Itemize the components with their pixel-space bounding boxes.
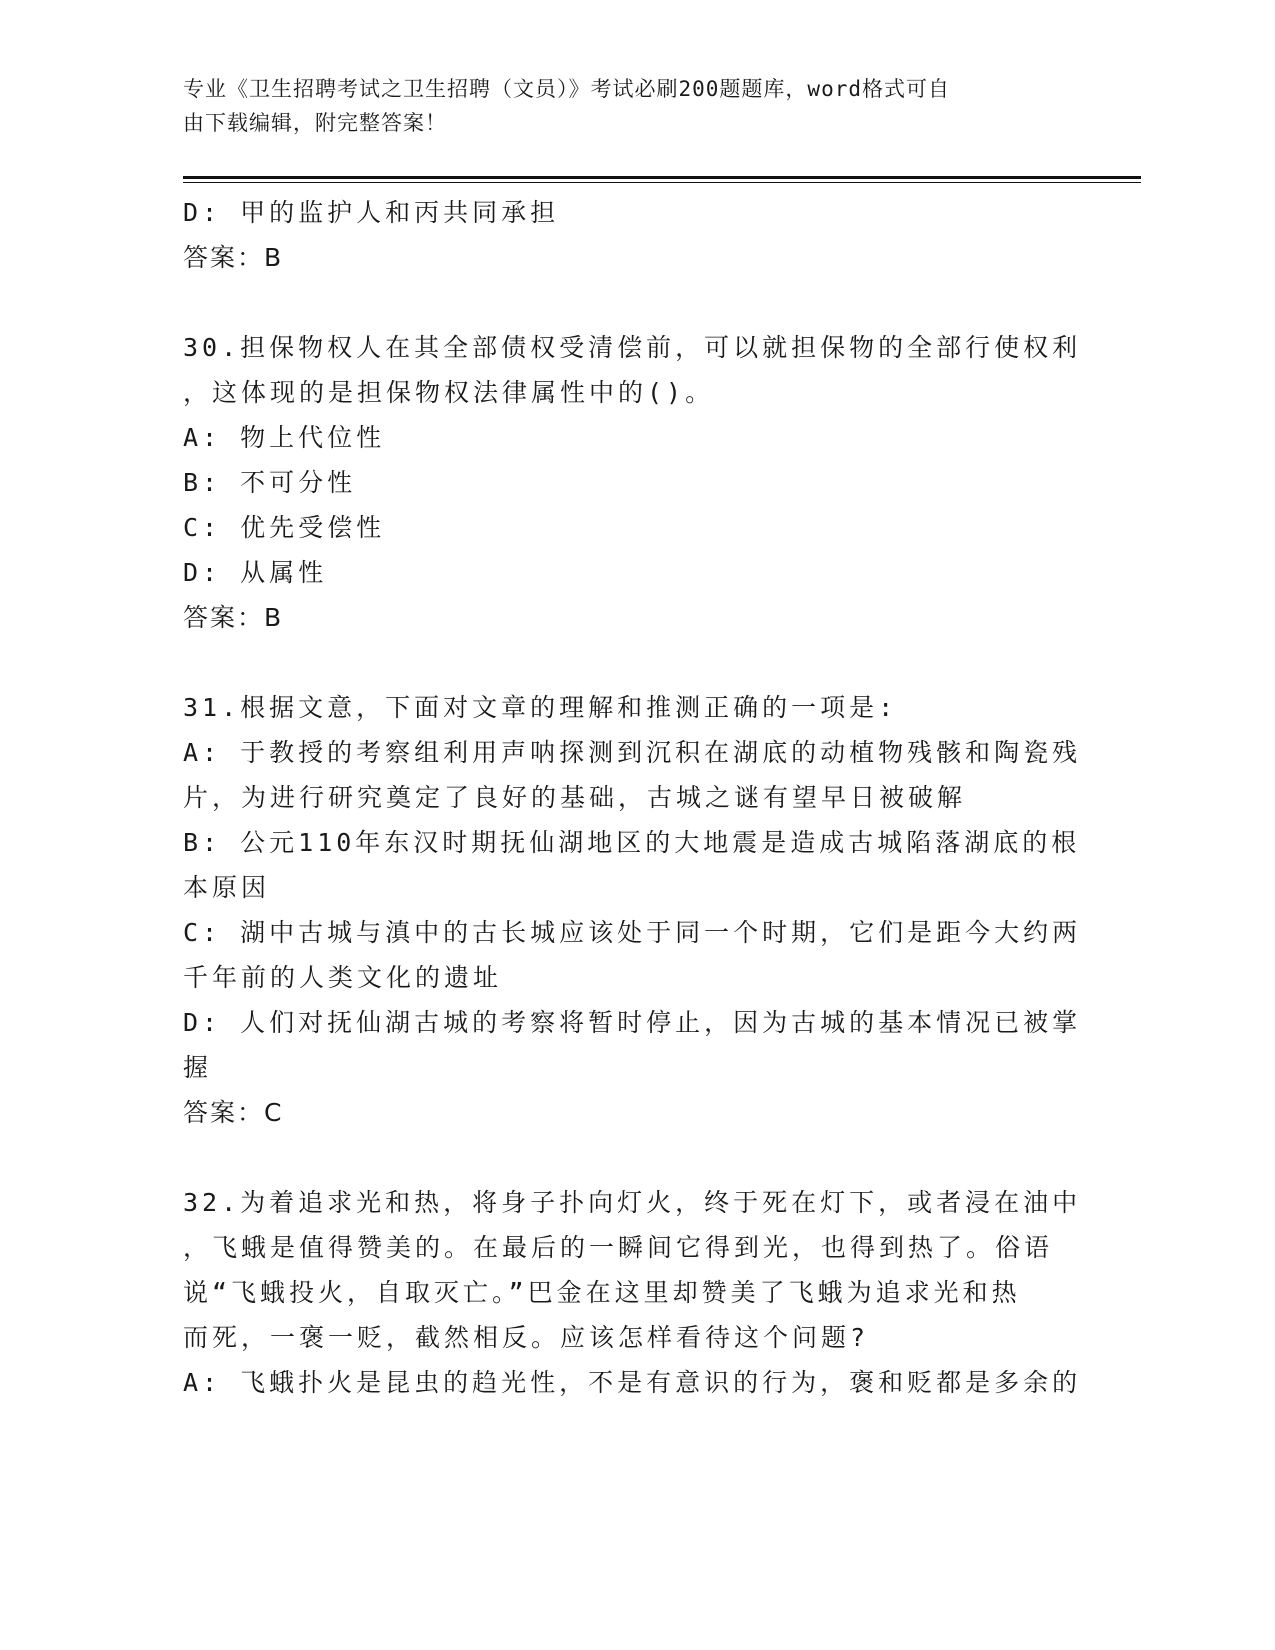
page-header	[183, 72, 1063, 140]
question-stem: 31.根据文意，下面对文章的理解和推测正确的一项是:	[183, 693, 898, 722]
question-content	[183, 190, 1082, 1405]
option-d: D: 甲的监护人和丙共同承担	[183, 198, 560, 227]
spacer	[183, 640, 1063, 685]
option-a-continued: 片，为进行研究奠定了良好的基础，古城之谜有望早日被破解	[183, 783, 967, 812]
question-stem: 32.为着追求光和热，将身子扑向灯火，终于死在灯下，或者浸在油中	[183, 1188, 1082, 1217]
option-b: B: 公元110年东汉时期抚仙湖地区的大地震是造成古城陷落湖底的根	[183, 828, 1081, 857]
spacer	[183, 280, 1063, 325]
question-stem: ，飞蛾是值得赞美的。在最后的一瞬间它得到光，也得到热了。俗语	[183, 1233, 1054, 1262]
option-c-continued: 千年前的人类文化的遗址	[183, 963, 503, 992]
question-stem: ，这体现的是担保物权法律属性中的()。	[183, 378, 715, 407]
option-a: A: 飞蛾扑火是昆虫的趋光性，不是有意识的行为，褒和贬都是多余的	[183, 1368, 1082, 1397]
option-d-continued: 握	[183, 1053, 213, 1082]
option-b-continued: 本原因	[183, 873, 271, 902]
spacer	[183, 1135, 1063, 1180]
question-stem: 说“飞蛾投火，自取灭亡。”巴金在这里却赞美了飞蛾为追求光和热	[183, 1278, 1021, 1307]
question-stem: 30.担保物权人在其全部债权受清偿前，可以就担保物的全部行使权利	[183, 333, 1082, 362]
option-c: C: 湖中古城与滇中的古长城应该处于同一个时期，它们是距今大约两	[183, 918, 1082, 947]
answer-line: 答案：B	[183, 603, 284, 632]
question-31	[183, 685, 1082, 1135]
question-32	[183, 1180, 1082, 1405]
option-a: A: 于教授的考察组利用声呐探测到沉积在湖底的动植物残骸和陶瓷残	[183, 738, 1082, 767]
option-d: D: 人们对抚仙湖古城的考察将暂时停止，因为古城的基本情况已被掌	[183, 1008, 1082, 1037]
header-rule-thick	[183, 176, 1141, 179]
answer-line: 答案：C	[183, 1098, 284, 1127]
option-b: B: 不可分性	[183, 468, 357, 497]
answer-line: 答案：B	[183, 243, 284, 272]
option-c: C: 优先受偿性	[183, 513, 386, 542]
question-29-tail	[183, 190, 1063, 280]
option-a: A: 物上代位性	[183, 423, 386, 452]
option-d: D: 从属性	[183, 558, 328, 587]
question-30	[183, 325, 1082, 640]
question-stem: 而死，一褒一贬，截然相反。应该怎样看待这个问题?	[183, 1323, 870, 1352]
header-line-2: 由下载编辑，附完整答案！	[183, 111, 447, 135]
header-line-1: 专业《卫生招聘考试之卫生招聘（文员）》考试必刷200题题库，word格式可自	[183, 77, 950, 101]
header-rule-thin	[183, 182, 1141, 183]
